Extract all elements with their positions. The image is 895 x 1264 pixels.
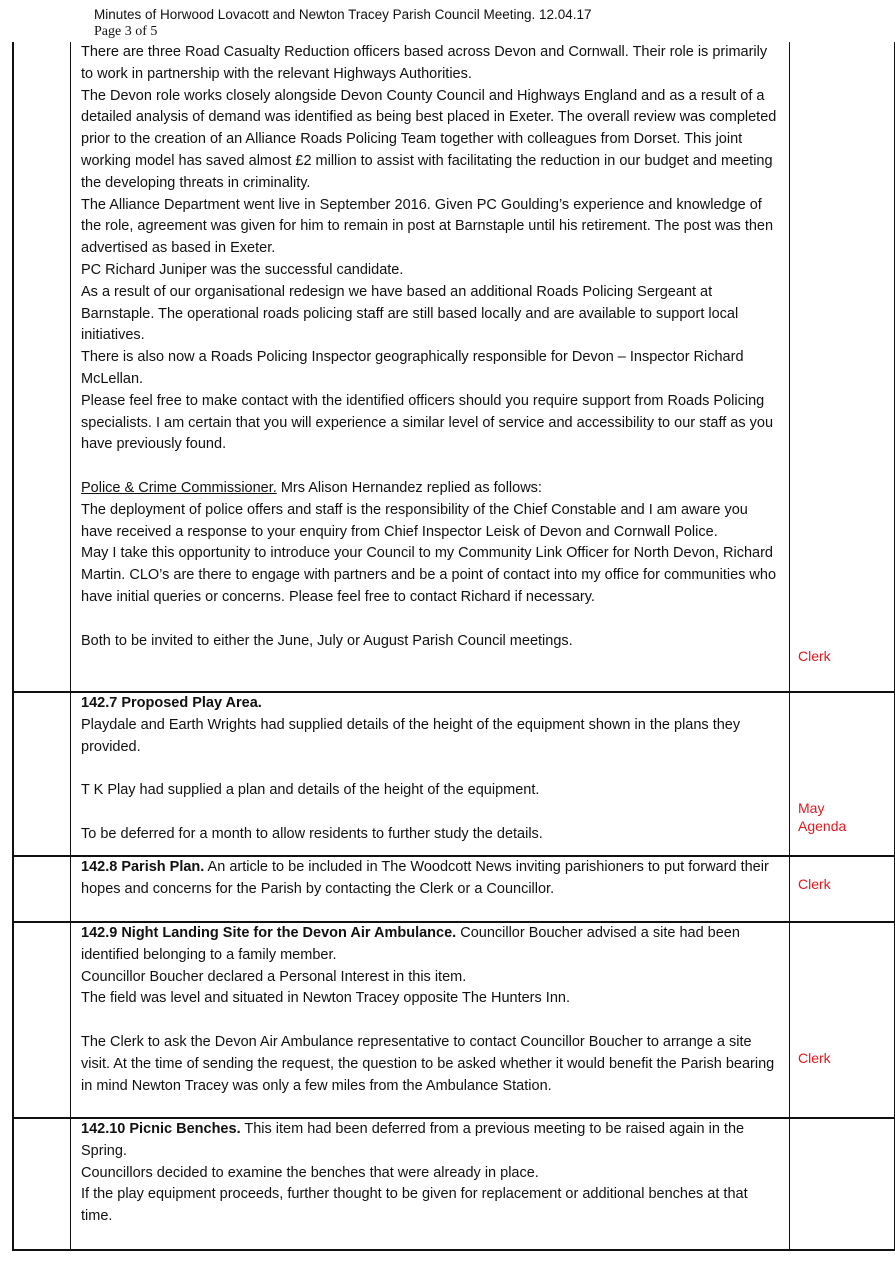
paragraph: There is also now a Roads Policing Inspector geographically responsible for Devon – Inspector Richard McLellan.	[81, 349, 744, 387]
minutes-row-142-10	[13, 1118, 895, 1250]
minutes-row-142-7	[13, 692, 895, 856]
page-number: Page 3 of 5	[94, 24, 158, 39]
paragraph: Councillors decided to examine the benches that were already in place.	[81, 1164, 539, 1181]
minutes-table	[12, 42, 895, 1251]
paragraph: May I take this opportunity to introduce your Council to my Community Link Officer for North Devon, Richard Martin. CLO’s are there to engage with partners and be a point of contact into my office for communities who have initial queries or concerns. Please feel free to contact Richard if necessary.	[81, 545, 777, 605]
item-body-cell	[71, 1118, 790, 1250]
item-heading: 142.8 Parish Plan.	[81, 859, 205, 875]
item-number-cell	[13, 922, 71, 1118]
item-number-cell	[13, 1118, 71, 1250]
action-label: Agenda	[798, 818, 847, 834]
item-heading: 142.7 Proposed Play Area.	[81, 695, 262, 711]
paragraph: The field was level and situated in Newton Tracey opposite The Hunters Inn.	[81, 990, 570, 1007]
action-cell	[790, 922, 895, 1118]
minutes-row-142-9	[13, 922, 895, 1118]
action-label: Clerk	[798, 1050, 831, 1066]
minutes-row-142-8	[13, 856, 895, 922]
document-title: Minutes of Horwood Lovacott and Newton Tracey Parish Council Meeting. 12.04.17	[94, 7, 592, 22]
action-label: May	[798, 800, 825, 816]
paragraph	[81, 478, 783, 500]
paragraph: The Clerk to ask the Devon Air Ambulance representative to contact Councillor Boucher to arrange a site visit. At the time of sending the request, the question to be asked whether it would benefit the Parish bearing in mind Newton Tracey was only a few miles from the Ambulance Station.	[81, 1033, 775, 1094]
action-label: Clerk	[798, 648, 831, 664]
paragraph: The Alliance Department went live in September 2016. Given PC Goulding’s experience and knowledge of the role, agreement was given for him to remain in post at Barnstaple until his retirement. The post was then advertised as based in Exeter.	[81, 196, 774, 257]
paragraph: 142.8 Parish Plan. An article to be included in The Woodcott News inviting parishioners to put forward their hopes and concerns for the Parish by contacting the Clerk or a Councillor.	[81, 859, 769, 897]
paragraph: As a result of our organisational redesign we have based an additional Roads Policing Sergeant at Barnstaple. The operational roads policing staff are still based locally and are available to support local initiatives.	[81, 283, 739, 344]
item-body-cell	[71, 692, 790, 856]
action-label: Clerk	[798, 876, 831, 892]
paragraph: 142.10 Picnic Benches. This item had been deferred from a previous meeting to be raised again in the Spring.	[81, 1121, 745, 1159]
pcc-intro: Mrs Alison Hernandez replied as follows:	[276, 479, 542, 496]
paragraph: Playdale and Earth Wrights had supplied details of the height of the equipment shown in the plans they provided.	[81, 716, 741, 755]
paragraph: T K Play had supplied a plan and details of the height of the equipment.	[81, 782, 540, 799]
minutes-row-police-reply	[13, 42, 895, 692]
paragraph: If the play equipment proceeds, further thought to be given for replacement or additional benches at that time.	[81, 1186, 748, 1225]
action-cell	[790, 1118, 895, 1250]
item-body-cell	[71, 922, 790, 1118]
paragraph: PC Richard Juniper was the successful candidate.	[81, 261, 404, 278]
item-body-cell	[71, 856, 790, 922]
paragraph: The Devon role works closely alongside Devon County Council and Highways England and as a result of a detailed analysis of demand was identified as being best placed in Exeter. The overall review was completed prior to the creation of an Alliance Roads Policing Team together with colleagues from Dorset. This joint working model has saved almost £2 million to assist with facilitating the reduction in our budget and meeting the developing threats in criminality.	[81, 87, 777, 191]
item-number-cell	[13, 42, 71, 692]
paragraph: Both to be invited to either the June, July or August Parish Council meetings.	[81, 632, 573, 649]
item-number-cell	[13, 856, 71, 922]
paragraph: Please feel free to make contact with the identified officers should you require support from Roads Policing specialists. I am certain that you will experience a similar level of service and accessibility to our staff as you have previously found.	[81, 392, 774, 453]
action-cell	[790, 692, 895, 856]
item-number-cell	[13, 692, 71, 856]
pcc-label: Police & Crime Commissioner.	[81, 479, 277, 496]
paragraph: The deployment of police offers and staff is the responsibility of the Chief Constable and I am aware you have received a response to your enquiry from Chief Inspector Leisk of Devon and Cornwall Police.	[81, 501, 748, 540]
item-body-cell	[71, 42, 790, 692]
action-cell	[790, 42, 895, 692]
paragraph: To be deferred for a month to allow residents to further study the details.	[81, 825, 543, 842]
item-heading: 142.10 Picnic Benches.	[81, 1121, 241, 1137]
paragraph: There are three Road Casualty Reduction officers based across Devon and Cornwall. Their role is primarily to work in partnership with the relevant Highways Authorities.	[81, 44, 768, 82]
paragraph: 142.9 Night Landing Site for the Devon Air Ambulance. Councillor Boucher advised a site had been identified belonging to a family member.	[81, 925, 740, 963]
item-heading: 142.9 Night Landing Site for the Devon Air Ambulance.	[81, 925, 457, 941]
action-cell	[790, 856, 895, 922]
paragraph: Councillor Boucher declared a Personal Interest in this item.	[81, 968, 467, 985]
page-header	[94, 6, 592, 40]
